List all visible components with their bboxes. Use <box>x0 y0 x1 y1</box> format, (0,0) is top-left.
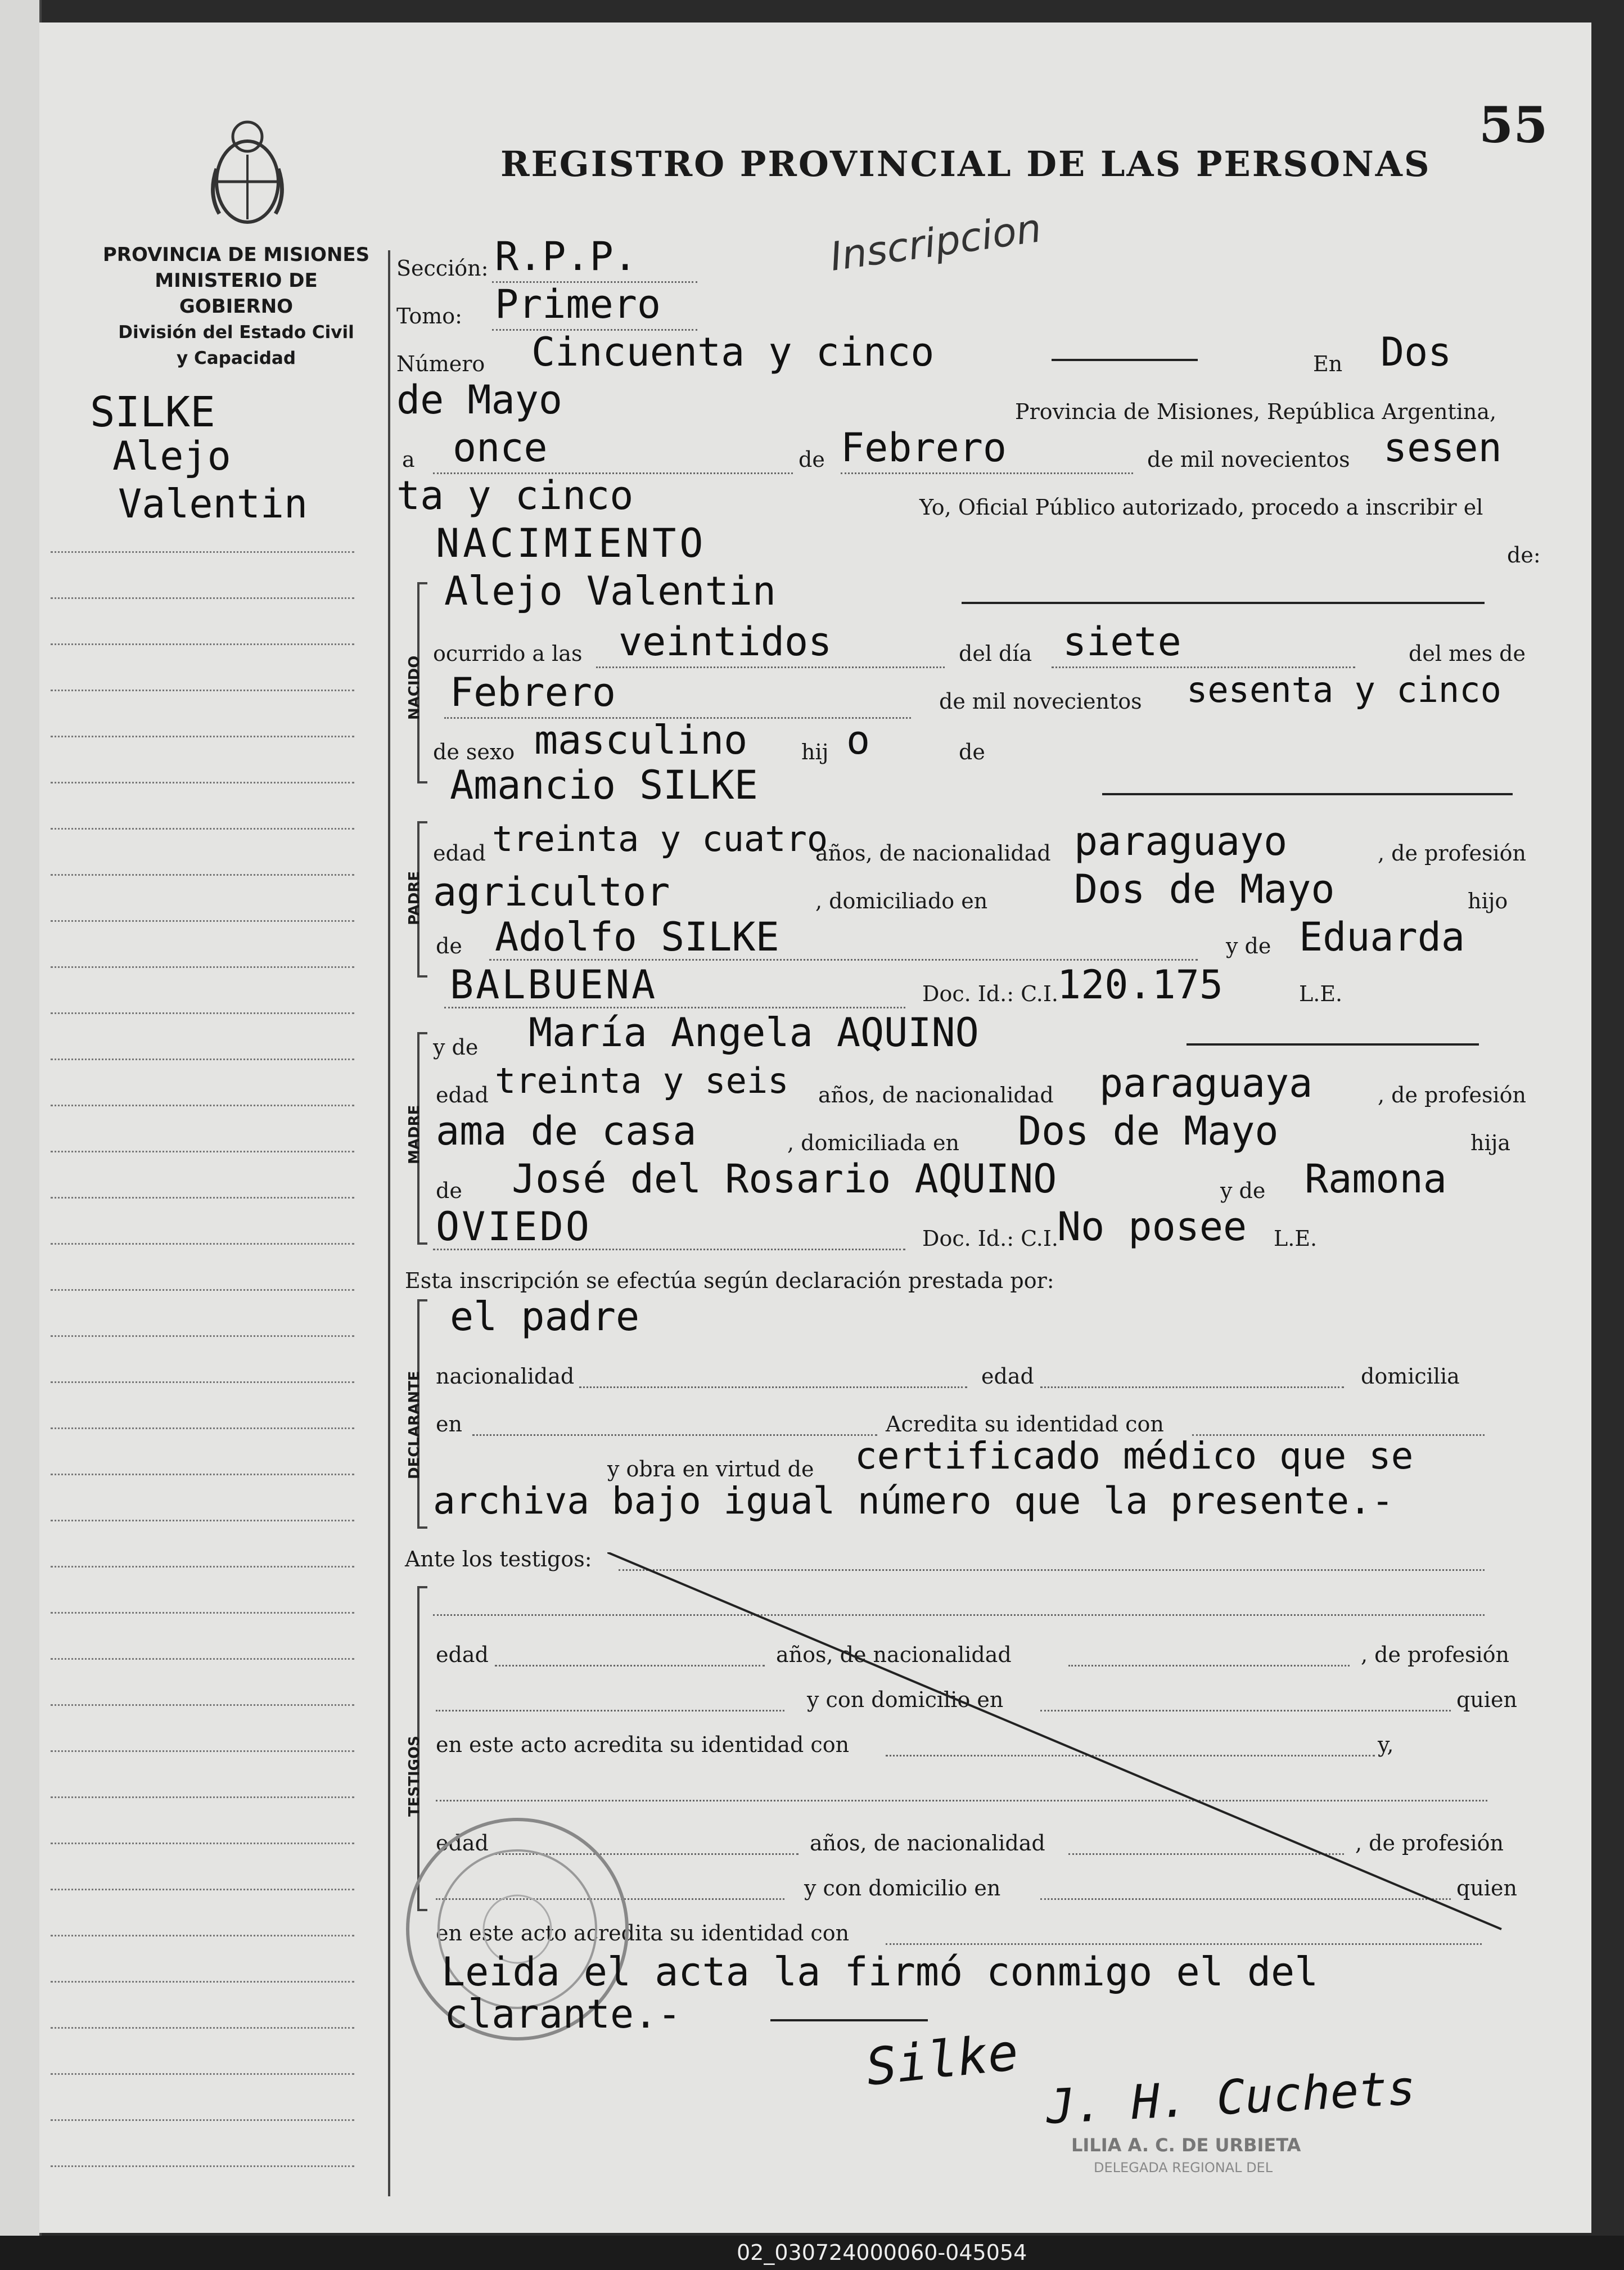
value-hora: veintidos <box>619 619 832 665</box>
label-testigos: Ante los testigos: <box>405 1547 592 1571</box>
value-tomo: Primero <box>495 281 661 327</box>
value-dia: once <box>453 425 548 471</box>
label-quien-t1: quien <box>1456 1687 1517 1712</box>
value-abuela-m1: Ramona <box>1305 1156 1447 1202</box>
margin-rule <box>51 1658 354 1660</box>
margin-rule <box>51 1381 354 1383</box>
margin-rule <box>51 1520 354 1521</box>
value-obra-1: certificado médico que se <box>855 1434 1414 1478</box>
value-seccion: R.P.P. <box>495 233 637 280</box>
province-name: PROVINCIA DE MISIONES <box>102 244 370 266</box>
margin-rule <box>51 643 354 645</box>
value-padre-nac: paraguayo <box>1074 818 1288 864</box>
value-madre-prof: ama de casa <box>436 1108 697 1154</box>
label-de-colon: de: <box>1507 543 1541 568</box>
margin-rule <box>51 966 354 968</box>
margin-rule <box>51 874 354 876</box>
value-madre-ci: No posee <box>1057 1204 1247 1250</box>
value-declarante: el padre <box>450 1294 640 1340</box>
label-domiciliada: , domiciliada en <box>787 1131 959 1155</box>
cancellation-line <box>607 1552 1507 1935</box>
margin-rule <box>51 1981 354 1983</box>
label-de-2: de <box>959 740 985 764</box>
label-de-padre: de <box>436 934 462 958</box>
label-edad-padre: edad <box>433 841 486 866</box>
margin-rule <box>51 1843 354 1844</box>
margin-name-1: Alejo <box>112 433 231 479</box>
value-abuela-m2: OVIEDO <box>436 1204 592 1250</box>
margin-rule <box>51 1059 354 1060</box>
label-profesion-t1: , de profesión <box>1361 1642 1509 1667</box>
section-label-testigos: TESTIGOS <box>406 1736 423 1817</box>
label-doc-padre: Doc. Id.: C.I. <box>922 981 1058 1006</box>
label-edad-decl: edad <box>981 1364 1034 1389</box>
issuer-block <box>98 242 374 371</box>
value-abuela-p2: BALBUENA <box>450 962 658 1008</box>
value-mes-nac: Febrero <box>450 669 616 715</box>
value-madre-nombre: María Angela AQUINO <box>529 1010 979 1056</box>
label-y-de-madre: y de <box>433 1035 479 1060</box>
margin-rule <box>51 2073 354 2075</box>
margin-rule <box>51 2165 354 2167</box>
label-acredita-decl: Acredita su identidad con <box>886 1412 1164 1436</box>
label-y-de-madre-2: y de <box>1220 1178 1266 1203</box>
folio-number: 55 <box>1479 96 1548 154</box>
margin-column <box>39 250 390 2196</box>
capacity-name: y Capacidad <box>176 348 296 368</box>
value-anio-nac: sesenta y cinco <box>1187 669 1501 710</box>
margin-rule <box>51 551 354 553</box>
value-padre-dom: Dos de Mayo <box>1074 866 1335 912</box>
margin-rule <box>51 1796 354 1798</box>
value-cierre-2: clarante.- <box>444 1991 682 2037</box>
value-en: Dos <box>1381 329 1452 375</box>
label-declaracion: Esta inscripción se efectúa según declaración prestada por: <box>405 1268 1054 1293</box>
label-domicilia-decl: domicilia <box>1361 1364 1460 1389</box>
footer-strip <box>0 2236 1624 2270</box>
margin-rule <box>51 1889 354 1890</box>
margin-rule <box>51 2119 354 2121</box>
value-padre-prof: agricultor <box>433 869 670 915</box>
value-abuelo-p: Adolfo SILKE <box>495 914 779 960</box>
value-madre-dom: Dos de Mayo <box>1018 1108 1279 1154</box>
label-edad-t1: edad <box>436 1642 489 1667</box>
label-quien-t2: quien <box>1456 1876 1517 1900</box>
label-en: En <box>1313 352 1343 376</box>
value-acto: NACIMIENTO <box>436 520 707 566</box>
label-nacionalidad-decl: nacionalidad <box>436 1364 575 1389</box>
file-id: 02_030724000060-045054 <box>737 2240 1027 2265</box>
label-de-1: de <box>799 447 825 472</box>
margin-surname: SILKE <box>90 388 215 436</box>
margin-rule <box>51 1105 354 1106</box>
section-label-madre: MADRE <box>406 1105 423 1164</box>
signature-declarant: Silke <box>863 2023 1021 2097</box>
margin-rule <box>51 1935 354 1936</box>
label-domicilio-t2: y con domicilio en <box>804 1876 1001 1900</box>
annotation-stamp: Inscripcion <box>827 205 1044 280</box>
margin-rule <box>51 1474 354 1475</box>
label-y-t1: y, <box>1378 1732 1394 1757</box>
label-anos-nac-madre: años, de nacionalidad <box>818 1083 1054 1107</box>
value-padre-edad: treinta y cuatro <box>492 818 828 859</box>
label-ocurrido: ocurrido a las <box>433 641 583 666</box>
margin-rule <box>51 1197 354 1199</box>
value-padre-nombre: Amancio SILKE <box>450 762 758 808</box>
label-de-sexo: de sexo <box>433 740 515 764</box>
margin-rule <box>51 1151 354 1152</box>
label-a: a <box>402 447 415 472</box>
label-hijo: hijo <box>1468 889 1508 913</box>
margin-rule <box>51 1335 354 1337</box>
value-abuelo-m: José del Rosario AQUINO <box>512 1156 1057 1202</box>
label-profesion-madre: , de profesión <box>1378 1083 1526 1107</box>
margin-rule <box>51 1566 354 1568</box>
margin-rule <box>51 1704 354 1706</box>
label-numero: Número <box>396 352 485 376</box>
ministry-name: MINISTERIO DE GOBIERNO <box>155 269 318 318</box>
margin-name-2: Valentin <box>118 481 308 527</box>
label-hij: hij <box>801 740 829 764</box>
label-de-mil: de mil novecientos <box>939 689 1142 714</box>
coat-of-arms-icon <box>202 115 292 233</box>
signature-officer: J. H. Cuchets <box>1044 2060 1417 2135</box>
section-label-padre: PADRE <box>406 871 423 925</box>
value-madre-nac: paraguaya <box>1099 1060 1313 1106</box>
label-seccion: Sección: <box>396 256 489 281</box>
value-nombre: Alejo Valentin <box>444 568 777 614</box>
label-anos-nac-t2: años, de nacionalidad <box>810 1831 1045 1855</box>
value-hij-suffix: o <box>846 717 870 763</box>
margin-rule <box>51 1612 354 1614</box>
value-anio-a: sesen <box>1383 425 1502 471</box>
value-cierre-1: Leida el acta la firmó conmigo el del <box>441 1949 1319 1995</box>
section-label-nacido: NACIDO <box>406 655 423 720</box>
margin-rule <box>51 597 354 599</box>
label-oficial: Yo, Oficial Público autorizado, procedo a inscribir el <box>919 495 1483 520</box>
label-doc-madre: Doc. Id.: C.I. <box>922 1226 1058 1251</box>
value-anio-b: ta y cinco <box>396 472 634 519</box>
margin-rule <box>51 736 354 737</box>
label-en-decl: en <box>436 1412 462 1436</box>
margin-rule <box>51 920 354 922</box>
value-obra-2: archiva bajo igual número que la presente.- <box>433 1479 1394 1523</box>
book-spine-edge <box>0 0 42 2270</box>
value-abuela-p1: Eduarda <box>1299 914 1465 960</box>
margin-rule <box>51 1243 354 1245</box>
label-acredita-t1: en este acto acredita su identidad con <box>436 1732 850 1757</box>
margin-rule <box>51 1427 354 1429</box>
label-le-padre: L.E. <box>1299 981 1343 1006</box>
label-del-dia: del día <box>959 641 1032 666</box>
label-del-mes: del mes de <box>1409 641 1526 666</box>
label-mil-novecientos: de mil novecientos <box>1147 447 1350 472</box>
margin-rule <box>51 690 354 691</box>
value-mes: Febrero <box>841 425 1007 471</box>
label-profesion-t2: , de profesión <box>1355 1831 1504 1855</box>
label-domicilio-t1: y con domicilio en <box>807 1687 1004 1712</box>
label-hija: hija <box>1470 1131 1511 1155</box>
value-dia-nac: siete <box>1063 619 1181 665</box>
value-madre-edad: treinta y seis <box>495 1060 789 1101</box>
margin-rule <box>51 1012 354 1014</box>
label-edad-madre: edad <box>436 1083 489 1107</box>
label-acredita-t2: en este acto acredita su identidad con <box>436 1921 850 1945</box>
margin-rule <box>51 782 354 783</box>
margin-rule <box>51 1289 354 1291</box>
label-anos-nac-padre: años, de nacionalidad <box>815 841 1051 866</box>
margin-rule <box>51 1750 354 1752</box>
label-anos-nac-t1: años, de nacionalidad <box>776 1642 1012 1667</box>
label-tomo: Tomo: <box>396 304 462 328</box>
label-le-madre: L.E. <box>1274 1226 1318 1251</box>
value-lugar: de Mayo <box>396 377 563 423</box>
label-profesion-padre: , de profesión <box>1378 841 1526 866</box>
label-de-madre: de <box>436 1178 462 1203</box>
margin-rule <box>51 2027 354 2029</box>
label-edad-t2: edad <box>436 1831 489 1855</box>
section-label-declarante: DECLARANTE <box>406 1371 423 1479</box>
label-y-de-padre: y de <box>1226 934 1271 958</box>
label-obra: y obra en virtud de <box>607 1457 814 1481</box>
label-provincia: Provincia de Misiones, República Argentina, <box>1015 399 1497 424</box>
division-name: División del Estado Civil <box>118 322 354 343</box>
page-title: REGISTRO PROVINCIAL DE LAS PERSONAS <box>500 143 1431 184</box>
value-padre-ci: 120.175 <box>1057 962 1224 1008</box>
value-sexo: masculino <box>534 717 748 763</box>
officer-stamp-name: LILIA A. C. DE URBIETA <box>1071 2134 1301 2156</box>
value-numero: Cincuenta y cinco <box>531 329 935 375</box>
label-domiciliado: , domiciliado en <box>815 889 988 913</box>
margin-rule <box>51 828 354 830</box>
officer-stamp-role: DELEGADA REGIONAL DEL <box>1094 2160 1273 2176</box>
